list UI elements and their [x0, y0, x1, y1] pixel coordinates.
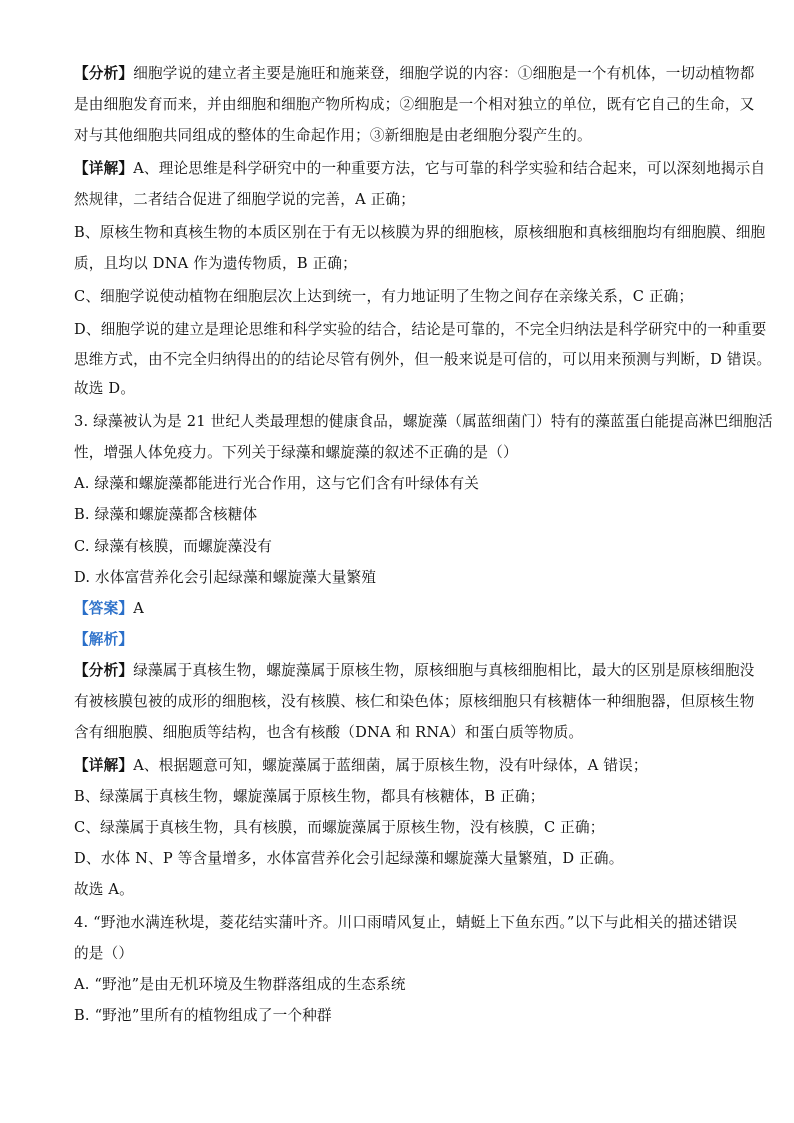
paragraph-line: B、原核生物和真核生物的本质区别在于有无以核膜为界的细胞核，原核细胞和真核细胞均有细胞膜、细胞 — [74, 224, 766, 241]
paragraph-line: C、细胞学说使动植物在细胞层次上达到统一，有力地证明了生物之间存在亲缘关系，C 正确； — [74, 288, 694, 305]
option-c: C. 绿藻有核膜，而螺旋藻没有 — [74, 538, 273, 555]
paragraph-line: 【详解】A、根据题意可知，螺旋藻属于蓝细菌，属于原核生物，没有叶绿体，A 错误； — [74, 757, 648, 774]
option-a: A. “野池”是由无机环境及生物群落组成的生态系统 — [74, 976, 406, 993]
option-a: A. 绿藻和螺旋藻都能进行光合作用，这与它们含有叶绿体有关 — [74, 475, 480, 492]
paragraph-line: 思维方式，由不完全归纳得出的的结论尽管有例外，但一般来说是可信的，可以用来预测与判断，D 错误。 — [74, 351, 772, 368]
paragraph-line: 故选 A。 — [74, 881, 134, 898]
paragraph-line: 质，且均以 DNA 作为遗传物质，B 正确； — [74, 255, 357, 272]
paragraph-line: C、绿藻属于真核生物，具有核膜，而螺旋藻属于原核生物，没有核膜，C 正确； — [74, 819, 605, 836]
paragraph-line: D、细胞学说的建立是理论思维和科学实验的结合，结论是可靠的，不完全归纳法是科学研究中的一种重要 — [74, 321, 767, 338]
option-b: B. “野池”里所有的植物组成了一个种群 — [74, 1007, 332, 1024]
option-d: D. 水体富营养化会引起绿藻和螺旋藻大量繁殖 — [74, 569, 377, 586]
paragraph-line: B、绿藻属于真核生物，螺旋藻属于原核生物，都具有核糖体，B 正确； — [74, 788, 545, 805]
paragraph-line: 【分析】绿藻属于真核生物，螺旋藻属于原核生物，原核细胞与真核细胞相比，最大的区别是原核细胞没 — [74, 662, 755, 679]
question-stem: 4. “野池水满连秋堤，菱花结实蒲叶齐。川口雨晴风复止，蜻蜓上下鱼东西。”以下与此相关的描述错误 — [74, 914, 738, 931]
paragraph-line: 有被核膜包被的成形的细胞核，没有核膜、核仁和染色体；原核细胞只有核糖体一种细胞器，但原核生物 — [74, 693, 755, 710]
analysis-heading: 【解析】 — [74, 631, 134, 648]
option-b: B. 绿藻和螺旋藻都含核糖体 — [74, 506, 258, 523]
answer-line: 【答案】A — [74, 600, 144, 617]
paragraph-line: D、水体 N、P 等含量增多，水体富营养化会引起绿藻和螺旋藻大量繁殖，D 正确。 — [74, 850, 624, 867]
paragraph-line: 含有细胞膜、细胞质等结构，也含有核酸（DNA 和 RNA）和蛋白质等物质。 — [74, 724, 584, 741]
question-stem: 3. 绿藻被认为是 21 世纪人类最理想的健康食品，螺旋藻（属蓝细菌门）特有的藻蓝蛋白能提高淋巴细胞活 — [74, 413, 773, 430]
question-stem: 的是（） — [74, 945, 134, 962]
paragraph-line: 【分析】细胞学说的建立者主要是施旺和施莱登，细胞学说的内容：①细胞是一个有机体，一切动植物都 — [74, 65, 755, 82]
question-stem: 性，增强人体免疫力。下列关于绿藻和螺旋藻的叙述不正确的是（） — [74, 444, 518, 461]
paragraph-line: 是由细胞发育而来，并由细胞和细胞产物所构成；②细胞是一个相对独立的单位，既有它自己的生命，又 — [74, 96, 755, 113]
paragraph-line: 故选 D。 — [74, 380, 136, 397]
paragraph-line: 对与其他细胞共同组成的整体的生命起作用；③新细胞是由老细胞分裂产生的。 — [74, 127, 592, 144]
paragraph-line: 【详解】A、理论思维是科学研究中的一种重要方法，它与可靠的科学实验和结合起来，可以深刻地揭示自 — [74, 160, 766, 177]
paragraph-line: 然规律，二者结合促进了细胞学说的完善，A 正确； — [74, 191, 416, 208]
